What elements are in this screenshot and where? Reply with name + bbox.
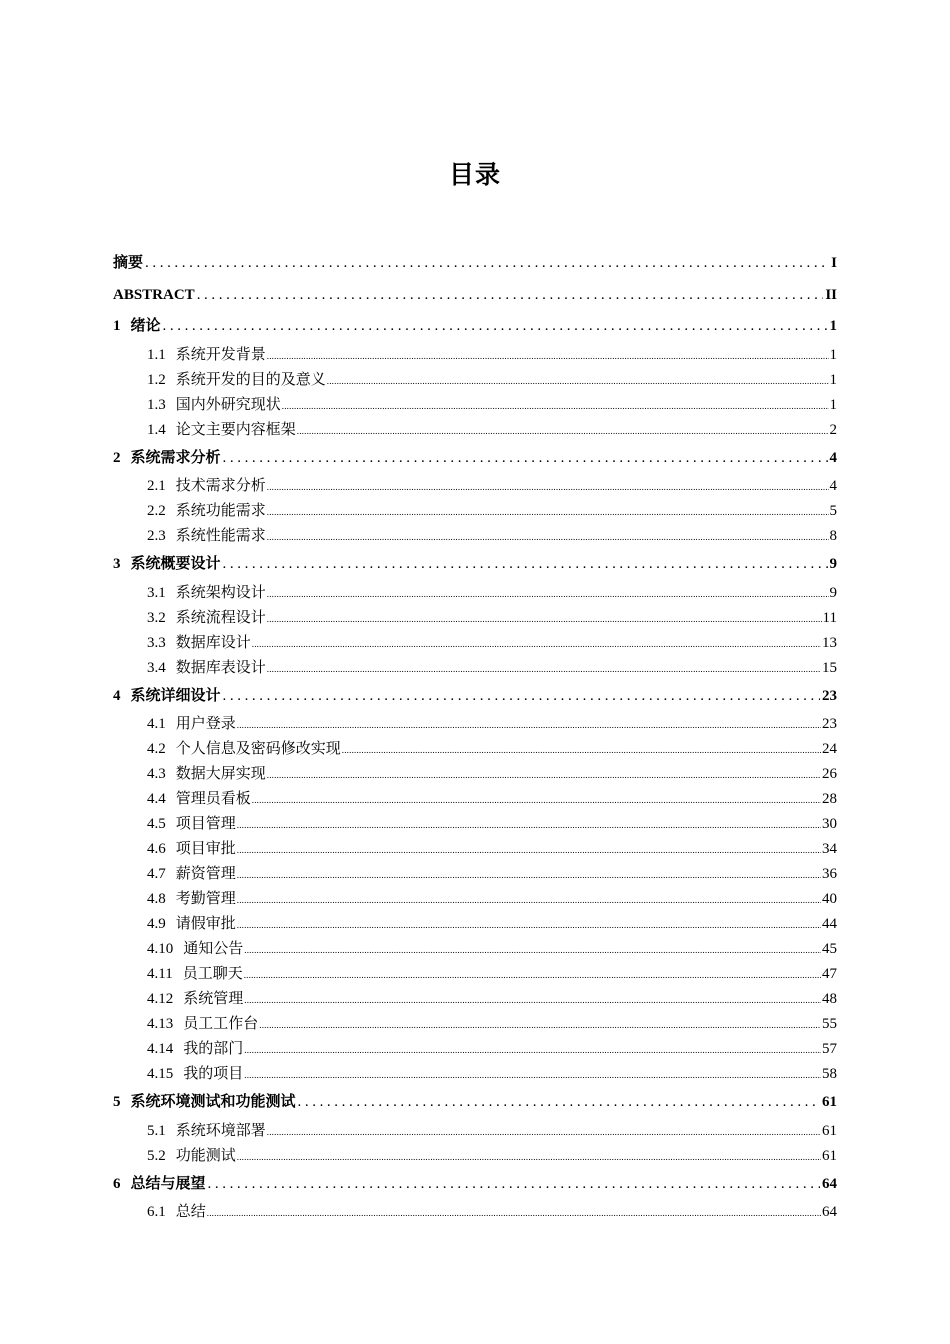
toc-entry-title: 系统环境测试和功能测试 (130, 1094, 296, 1110)
toc-entry-number: 1.1 (147, 346, 166, 363)
toc-dot-leader (237, 863, 821, 888)
toc-entry-label (147, 862, 236, 887)
toc-entry-number: 3.2 (147, 609, 166, 626)
toc-entry-label (113, 549, 221, 581)
toc-page-number: 30 (822, 816, 837, 832)
toc-dot-leader (223, 443, 828, 475)
toc-entry-label (147, 631, 251, 656)
toc-entry-number: 6.1 (147, 1204, 166, 1220)
toc-entry-number: 2.1 (147, 478, 166, 494)
toc-page-number: 15 (822, 659, 837, 676)
toc-dot-leader (223, 549, 828, 581)
toc-page-number: 5 (829, 503, 837, 519)
toc-chapter-entry[interactable] (113, 443, 837, 475)
toc-page-number: 64 (822, 1204, 837, 1220)
toc-entry-title: 绪论 (130, 318, 161, 334)
toc-entry-label (147, 499, 266, 524)
toc-entry-label (147, 912, 236, 937)
toc-entry-label (113, 1169, 206, 1201)
toc-entry-title: 系统详细设计 (130, 687, 221, 704)
toc-entry-label (147, 656, 266, 681)
toc-page-number: 1 (829, 371, 837, 388)
toc-page-number: 34 (822, 841, 837, 857)
toc-entry-label (113, 681, 221, 713)
toc-section-entry[interactable] (113, 1012, 837, 1037)
toc-entry-label (147, 812, 236, 837)
toc-entry-label (147, 393, 281, 418)
toc-entry-number: 1 (113, 318, 121, 334)
toc-entry-label (147, 1200, 206, 1225)
toc-entry-title: 系统架构设计 (175, 584, 266, 601)
toc-entry-title: ABSTRACT (113, 286, 195, 303)
toc-section-entry[interactable] (113, 368, 837, 393)
toc-entry-number: 1.2 (147, 371, 166, 388)
toc-entry-number: 4.6 (147, 841, 166, 857)
toc-entry-title: 功能测试 (175, 1147, 236, 1164)
toc-entry-label (147, 343, 266, 368)
toc-entry-title: 项目审批 (175, 841, 236, 857)
toc-entry-number: 2.2 (147, 503, 166, 519)
toc-section-entry[interactable] (113, 987, 837, 1012)
toc-entry-label (147, 737, 341, 762)
toc-page-number: 40 (822, 891, 837, 907)
toc-page-number: 47 (822, 966, 837, 982)
toc-entry-title: 考勤管理 (175, 891, 236, 907)
toc-section-entry[interactable] (113, 393, 837, 418)
toc-entry-number: 3.4 (147, 659, 166, 676)
toc-entry-title: 数据大屏实现 (175, 766, 266, 782)
toc-entry-label (147, 581, 266, 606)
toc-entry-number: 4.4 (147, 791, 166, 807)
toc-page-number: 26 (822, 766, 837, 782)
toc-entry-title: 数据库设计 (175, 634, 251, 651)
toc-list (113, 248, 837, 1225)
toc-entry-number: 5.2 (147, 1147, 166, 1164)
toc-entry-title: 个人信息及密码修改实现 (175, 741, 341, 757)
toc-section-entry[interactable] (113, 1144, 837, 1169)
toc-dot-leader (244, 938, 821, 963)
toc-entry-title: 我的部门 (183, 1041, 244, 1057)
toc-page-number: II (825, 286, 837, 303)
toc-dot-leader (163, 311, 828, 343)
toc-entry-label (147, 368, 326, 393)
toc-chapter-entry[interactable] (113, 681, 837, 713)
toc-entry-number: 4.9 (147, 916, 166, 932)
toc-section-entry[interactable] (113, 418, 837, 443)
toc-dot-leader (208, 1169, 820, 1201)
toc-entry-number: 4.11 (147, 966, 173, 982)
toc-dot-leader (244, 988, 821, 1013)
toc-chapter-entry[interactable] (113, 1169, 837, 1201)
toc-entry-title: 系统开发背景 (175, 346, 266, 363)
toc-dot-leader (267, 657, 821, 682)
toc-entry-label (147, 887, 236, 912)
toc-dot-leader (298, 1087, 820, 1119)
toc-entry-label (147, 837, 236, 862)
toc-entry-number: 4.12 (147, 991, 174, 1007)
toc-dot-leader (237, 888, 821, 913)
toc-dot-leader (244, 1038, 821, 1063)
toc-entry-number: 4.15 (147, 1066, 174, 1082)
toc-entry-number: 1.4 (147, 421, 166, 438)
toc-dot-leader (267, 1120, 821, 1145)
toc-section-entry[interactable] (113, 812, 837, 837)
toc-dot-leader (244, 1063, 821, 1088)
toc-section-entry[interactable] (113, 581, 837, 606)
toc-dot-leader (237, 813, 821, 838)
toc-entry-title: 系统概要设计 (130, 556, 221, 572)
toc-entry-title: 系统需求分析 (130, 449, 221, 466)
toc-entry-title: 系统功能需求 (175, 503, 266, 519)
toc-chapter-entry[interactable] (113, 280, 837, 312)
toc-entry-label (147, 1119, 266, 1144)
toc-dot-leader (197, 280, 824, 312)
toc-chapter-entry[interactable] (113, 248, 837, 280)
toc-page-number: 11 (822, 609, 837, 626)
toc-page-number: 4 (829, 478, 837, 494)
toc-page-number: 23 (822, 687, 837, 704)
toc-page-number: 61 (822, 1122, 837, 1139)
toc-entry-label (147, 1144, 236, 1169)
toc-dot-leader (267, 500, 829, 525)
toc-dot-leader (342, 738, 821, 763)
toc-dot-leader (267, 525, 829, 550)
toc-section-entry[interactable] (113, 762, 837, 787)
toc-section-entry[interactable] (113, 862, 837, 887)
toc-page-number: 58 (822, 1066, 837, 1082)
toc-entry-number: 3.1 (147, 584, 166, 601)
toc-entry-label (147, 606, 266, 631)
toc-entry-label (113, 1087, 296, 1119)
toc-section-entry[interactable] (113, 737, 837, 762)
toc-entry-title: 管理员看板 (175, 791, 251, 807)
toc-section-entry[interactable] (113, 474, 837, 499)
toc-entry-label (147, 962, 243, 987)
toc-page-number: 61 (822, 1147, 837, 1164)
toc-section-entry[interactable] (113, 631, 837, 656)
toc-entry-title: 我的项目 (183, 1066, 244, 1082)
toc-entry-number: 4.8 (147, 891, 166, 907)
toc-page-number: 64 (822, 1175, 837, 1192)
toc-entry-title: 总结 (175, 1204, 206, 1220)
toc-entry-number: 3 (113, 556, 121, 572)
toc-dot-leader (267, 607, 822, 632)
toc-section-entry[interactable] (113, 712, 837, 737)
toc-dot-leader (267, 475, 829, 500)
toc-entry-label (113, 280, 195, 312)
toc-entry-number: 4.7 (147, 866, 166, 882)
toc-entry-label (147, 524, 266, 549)
toc-entry-title: 系统开发的目的及意义 (175, 371, 326, 388)
toc-section-entry[interactable] (113, 1062, 837, 1087)
toc-entry-title: 请假审批 (175, 916, 236, 932)
toc-dot-leader (267, 344, 829, 369)
toc-dot-leader (267, 763, 821, 788)
toc-entry-number: 5 (113, 1094, 121, 1110)
toc-page-number: 36 (822, 866, 837, 882)
toc-entry-label (147, 1062, 243, 1087)
toc-page-number: 45 (822, 941, 837, 957)
toc-page-number: I (831, 255, 837, 271)
toc-entry-label (147, 1037, 243, 1062)
toc-dot-leader (282, 394, 829, 419)
toc-dot-leader (237, 913, 821, 938)
toc-entry-label (113, 443, 221, 475)
toc-entry-title: 摘要 (113, 255, 144, 271)
toc-entry-title: 通知公告 (183, 941, 244, 957)
toc-page-number: 4 (829, 449, 837, 466)
toc-page-number: 44 (822, 916, 837, 932)
toc-entry-label (147, 787, 251, 812)
toc-entry-number: 2.3 (147, 528, 166, 544)
toc-entry-number: 4.1 (147, 716, 166, 732)
toc-entry-label (147, 987, 243, 1012)
toc-dot-leader (223, 681, 820, 713)
toc-entry-title: 员工聊天 (182, 966, 243, 982)
toc-page-number: 2 (829, 421, 837, 438)
toc-entry-number: 4.13 (147, 1016, 174, 1032)
toc-title: 目录 (448, 160, 501, 189)
toc-section-entry[interactable] (113, 606, 837, 631)
toc-section-entry[interactable] (113, 887, 837, 912)
toc-section-entry[interactable] (113, 499, 837, 524)
toc-page-number: 9 (829, 556, 837, 572)
toc-entry-title: 项目管理 (175, 816, 236, 832)
toc-entry-title: 数据库表设计 (175, 659, 266, 676)
toc-entry-number: 3.3 (147, 634, 166, 651)
toc-entry-title: 系统性能需求 (175, 528, 266, 544)
toc-section-entry[interactable] (113, 937, 837, 962)
toc-entry-number: 1.3 (147, 396, 166, 413)
toc-entry-label (147, 937, 243, 962)
toc-entry-label (147, 1012, 258, 1037)
toc-entry-number: 4 (113, 687, 121, 704)
toc-page-number: 8 (829, 528, 837, 544)
toc-entry-number: 4.2 (147, 741, 166, 757)
toc-entry-number: 2 (113, 449, 121, 466)
toc-page-number: 13 (822, 634, 837, 651)
toc-page-number: 55 (822, 1016, 837, 1032)
toc-entry-number: 5.1 (147, 1122, 166, 1139)
toc-section-entry[interactable] (113, 1119, 837, 1144)
toc-section-entry[interactable] (113, 1037, 837, 1062)
toc-entry-title: 系统环境部署 (175, 1122, 266, 1139)
toc-page-number: 1 (829, 346, 837, 363)
toc-dot-leader (252, 788, 821, 813)
toc-entry-title: 薪资管理 (175, 866, 236, 882)
toc-entry-label (147, 418, 296, 443)
toc-section-entry[interactable] (113, 837, 837, 862)
toc-dot-leader (267, 582, 829, 607)
toc-page-number: 24 (822, 741, 837, 757)
toc-entry-number: 6 (113, 1175, 121, 1192)
toc-dot-leader (237, 713, 821, 738)
toc-dot-leader (145, 248, 829, 280)
toc-page-number: 1 (829, 318, 837, 334)
toc-section-entry[interactable] (113, 656, 837, 681)
toc-page-number: 28 (822, 791, 837, 807)
toc-entry-number: 4.14 (147, 1041, 174, 1057)
toc-entry-title: 员工工作台 (183, 1016, 259, 1032)
toc-entry-title: 技术需求分析 (175, 478, 266, 494)
toc-entry-number: 4.5 (147, 816, 166, 832)
toc-section-entry[interactable] (113, 912, 837, 937)
toc-entry-title: 论文主要内容框架 (175, 421, 296, 438)
toc-dot-leader (259, 1013, 821, 1038)
toc-entry-title: 总结与展望 (130, 1175, 206, 1192)
toc-section-entry[interactable] (113, 1200, 837, 1225)
toc-entry-label (147, 762, 266, 787)
toc-entry-label (147, 712, 236, 737)
toc-dot-leader (207, 1201, 821, 1226)
toc-entry-title: 国内外研究现状 (175, 396, 281, 413)
toc-entry-label (113, 248, 143, 280)
toc-dot-leader (327, 369, 829, 394)
toc-dot-leader (237, 838, 821, 863)
toc-page-number: 9 (829, 584, 837, 601)
toc-page-number: 61 (822, 1094, 837, 1110)
toc-entry-title: 系统流程设计 (175, 609, 266, 626)
toc-chapter-entry[interactable] (113, 311, 837, 343)
toc-section-entry[interactable] (113, 524, 837, 549)
toc-section-entry[interactable] (113, 343, 837, 368)
toc-chapter-entry[interactable] (113, 549, 837, 581)
toc-entry-label (147, 474, 266, 499)
toc-page-number: 23 (822, 716, 837, 732)
toc-entry-number: 4.10 (147, 941, 174, 957)
toc-page-number: 57 (822, 1041, 837, 1057)
toc-page-number: 48 (822, 991, 837, 1007)
toc-entry-label (113, 311, 161, 343)
toc-chapter-entry[interactable] (113, 1087, 837, 1119)
toc-dot-leader (244, 963, 821, 988)
toc-entry-number: 4.3 (147, 766, 166, 782)
toc-entry-title: 系统管理 (183, 991, 244, 1007)
toc-section-entry[interactable] (113, 962, 837, 987)
toc-dot-leader (297, 419, 829, 444)
toc-section-entry[interactable] (113, 787, 837, 812)
toc-entry-title: 用户登录 (175, 716, 236, 732)
toc-dot-leader (252, 632, 821, 657)
toc-dot-leader (237, 1145, 821, 1170)
toc-page-number: 1 (829, 396, 837, 413)
